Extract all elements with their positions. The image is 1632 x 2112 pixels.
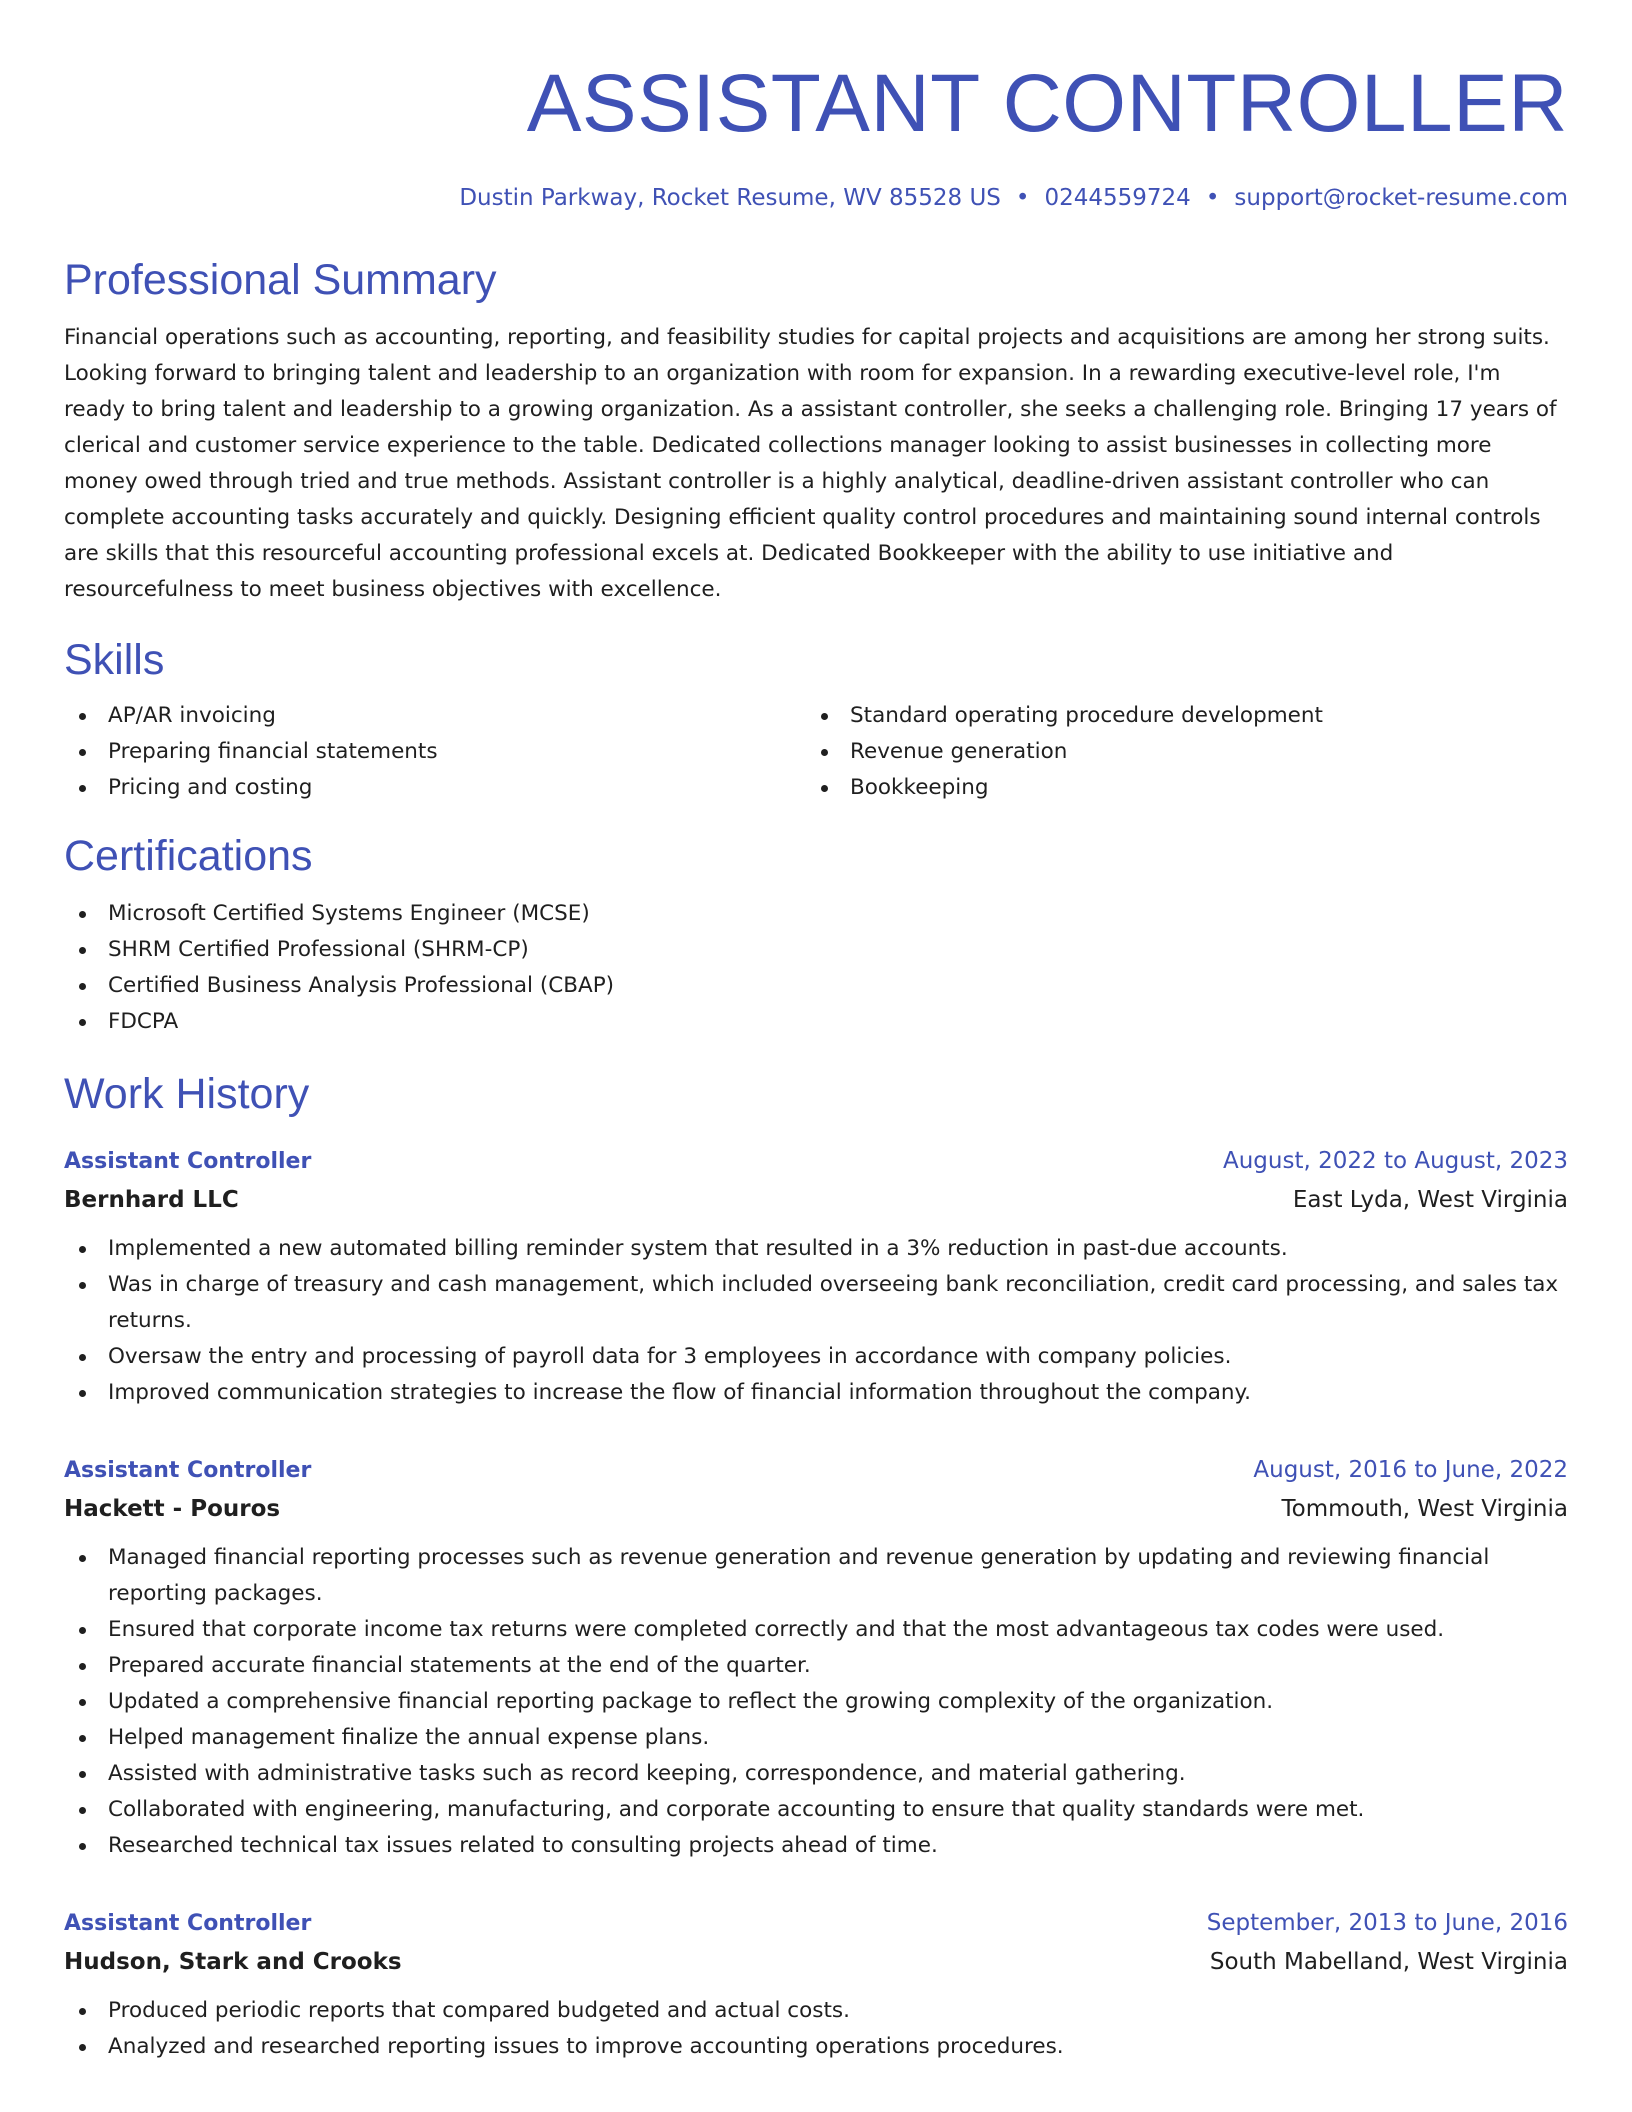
job-bullets [64,1231,1568,1411]
job-bullet: Produced periodic reports that compared budgeted and actual costs. [64,1993,1568,2029]
resume-name: ASSISTANT CONTROLLER [526,58,1568,149]
skills-column-left [64,698,806,806]
certification-item: SHRM Certified Professional (SHRM-CP) [64,932,1568,968]
skill-item: Revenue generation [806,734,1548,770]
job-company: Bernhard LLC [64,1187,239,1213]
job-bullet: Assisted with administrative tasks such as record keeping, correspondence, and material gathering. [64,1756,1568,1792]
job-bullets [64,1540,1568,1864]
job-bullet: Researched technical tax issues related to consulting projects ahead of time. [64,1828,1568,1864]
skill-item: Pricing and costing [64,770,806,806]
certification-item: Microsoft Certified Systems Engineer (MCSE) [64,896,1568,932]
skill-item: Preparing financial statements [64,734,806,770]
contact-address: Dustin Parkway, Rocket Resume, WV 85528 US [459,185,1001,211]
job-bullet: Implemented a new automated billing reminder system that resulted in a 3% reduction in past-due accounts. [64,1231,1568,1267]
contact-phone: 0244559724 [1044,185,1191,211]
job-location: Tommouth, West Virginia [1281,1496,1568,1522]
job-bullet: Ensured that corporate income tax returns were completed correctly and that the most advantageous tax codes were used. [64,1612,1568,1648]
job-bullet: Analyzed and researched reporting issues to improve accounting operations procedures. [64,2029,1568,2065]
skill-item: Standard operating procedure development [806,698,1548,734]
job-dates: August, 2022 to August, 2023 [1223,1148,1568,1174]
skills-column-right [806,698,1548,806]
job-dates: September, 2013 to June, 2016 [1206,1910,1568,1936]
contact-separator: • [1205,185,1220,211]
job-entry [64,1142,1568,1411]
job-entry [64,1451,1568,1864]
work-history-heading: Work History [64,1070,310,1118]
job-company: Hackett - Pouros [64,1496,281,1522]
certifications-list [64,896,1568,1040]
job-title: Assistant Controller [64,1458,312,1483]
certification-item: Certified Business Analysis Professional (CBAP) [64,968,1568,1004]
summary-text: Financial operations such as accounting, reporting, and feasibility studies for capital projects and acquisitions are among her strong suits. Looking forward to bringing talent and leadership to an organization with room for expansion. In a rewarding executive-level role, I'm ready to bring talent and leadership to a growing organization. As a assistant controller, she seeks a challenging role. Bringing 17 years of clerical and customer service experience to the table. Dedicated collections manager looking to assist businesses in collecting more money owed through tried and true methods. Assistant controller is a highly analytical, deadline-driven assistant controller who can complete accounting tasks accurately and quickly. Designing efficient quality control procedures and maintaining sound internal controls are skills that this resourceful accounting professional excels at. Dedicated Bookkeeper with the ability to use initiative and resourcefulness to meet business objectives with excellence. [64,325,1557,602]
job-bullet: Improved communication strategies to increase the flow of financial information throughout the company. [64,1375,1568,1411]
job-bullet: Was in charge of treasury and cash management, which included overseeing bank reconciliation, credit card processing, and sales tax returns. [64,1267,1568,1339]
job-title: Assistant Controller [64,1911,312,1936]
job-bullet: Oversaw the entry and processing of payroll data for 3 employees in accordance with company policies. [64,1339,1568,1375]
skills-list [64,698,1568,806]
job-bullet: Prepared accurate financial statements at the end of the quarter. [64,1648,1568,1684]
skills-heading: Skills [64,636,165,684]
job-entry [64,1904,1568,2065]
contact-line [64,182,1568,214]
contact-separator: • [1015,185,1030,211]
job-dates: August, 2016 to June, 2022 [1253,1457,1568,1483]
summary-heading: Professional Summary [64,256,497,304]
certification-item: FDCPA [64,1004,1568,1040]
certifications-heading: Certifications [64,832,313,880]
job-company: Hudson, Stark and Crooks [64,1949,402,1975]
job-location: East Lyda, West Virginia [1292,1187,1568,1213]
job-bullet: Updated a comprehensive financial reporting package to reflect the growing complexity of the organization. [64,1684,1568,1720]
skill-item: Bookkeeping [806,770,1548,806]
job-bullet: Managed financial reporting processes such as revenue generation and revenue generation by updating and reviewing financial reporting packages. [64,1540,1568,1612]
skill-item: AP/AR invoicing [64,698,806,734]
job-bullets [64,1993,1568,2065]
job-location: South Mabelland, West Virginia [1209,1949,1568,1975]
contact-email[interactable]: support@rocket-resume.com [1234,185,1568,211]
job-title: Assistant Controller [64,1149,312,1174]
job-bullet: Helped management finalize the annual expense plans. [64,1720,1568,1756]
job-bullet: Collaborated with engineering, manufacturing, and corporate accounting to ensure that quality standards were met. [64,1792,1568,1828]
